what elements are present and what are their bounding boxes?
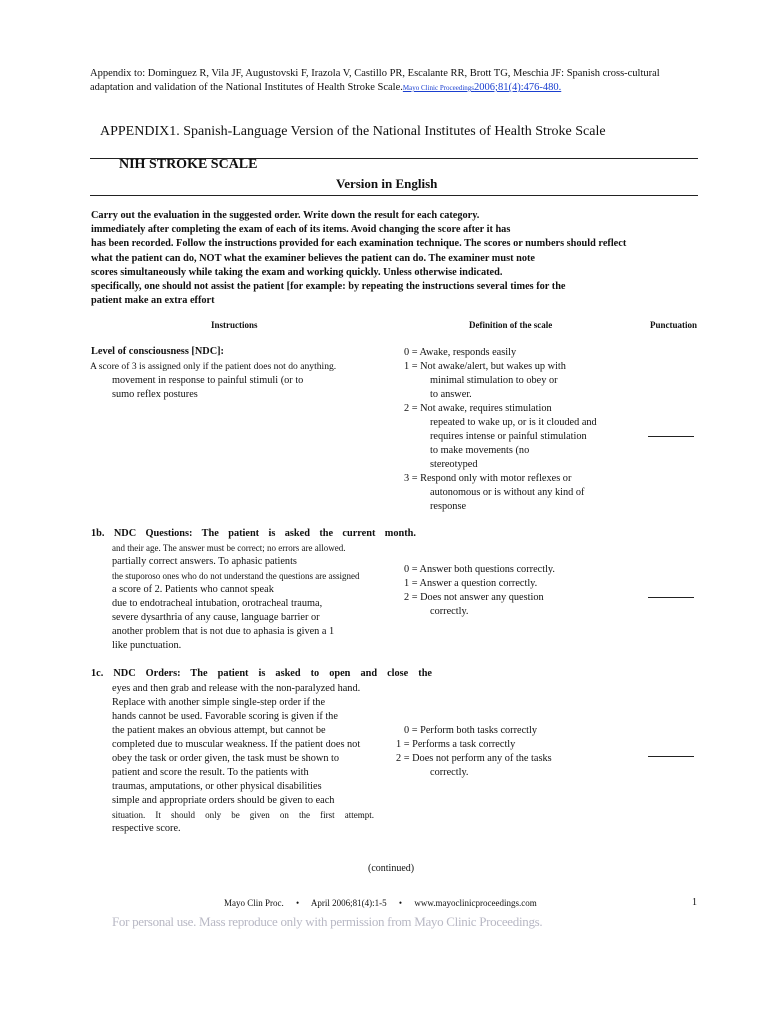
permission-watermark: For personal use. Mass reproduce only with permission from Mayo Clinic Proceedings. — [112, 914, 543, 929]
scale-line: 2 = Does not answer any question — [404, 592, 544, 603]
instruction-line: sumo reflex postures — [112, 389, 198, 400]
continued-note: (continued) — [368, 863, 415, 874]
page-number: 1 — [692, 897, 697, 908]
instruction-line: another problem that is not due to aphasia is given a 1 — [112, 626, 335, 637]
scale-line: minimal stimulation to obey or — [430, 375, 558, 386]
intro-paragraph — [91, 209, 701, 308]
instruction-line: traumas, amputations, or other physical disabilities — [112, 781, 322, 792]
intro-line: patient make an extra effort — [91, 295, 215, 307]
column-header-definition: Definition of the scale — [469, 320, 553, 330]
scale-line: 0 = Perform both tasks correctly — [404, 725, 538, 736]
item-1b-heading: 1b. NDC Questions: The patient is asked the current month. — [91, 528, 416, 539]
item-1c-heading: 1c. NDC Orders: The patient is asked to open and close the — [91, 668, 432, 679]
scale-line: 0 = Awake, responds easily — [404, 347, 517, 358]
scale-line: 1 = Answer a question correctly. — [404, 578, 538, 589]
scale-line: autonomous or is without any kind of — [430, 487, 585, 498]
intro-line: immediately after completing the exam of each of its items. Avoid changing the score after it has — [91, 224, 511, 236]
instruction-line: completed due to muscular weakness. If the patient does not — [112, 739, 361, 750]
footer-journal: Mayo Clin Proc. — [224, 898, 284, 908]
instruction-line: A score of 3 is assigned only if the patient does not do anything. — [90, 361, 337, 372]
instruction-line: due to endotracheal intubation, orotracheal trauma, — [112, 598, 323, 609]
scale-line: stereotyped — [430, 459, 478, 470]
instruction-line: and their age. The answer must be correct; no errors are allowed. — [112, 543, 346, 553]
item-1c-instructions — [90, 682, 374, 836]
instruction-line: hands cannot be used. Favorable scoring is given if the — [112, 711, 338, 722]
item-1a-scale — [404, 346, 597, 514]
footer-bullet: • — [296, 898, 300, 908]
scale-line: 2 = Does not perform any of the tasks — [396, 753, 552, 764]
intro-line: Carry out the evaluation in the suggested order. Write down the result for each category. — [91, 210, 480, 221]
footer-url[interactable]: www.mayoclinicproceedings.com — [414, 898, 537, 908]
instruction-line: the patient makes an obvious attempt, but cannot be — [112, 725, 326, 736]
instruction-line: a score of 2. Patients who cannot speak — [112, 584, 274, 595]
instruction-line: situation. It should only be given on the first attempt. — [112, 810, 374, 820]
scale-line: repeated to wake up, or is it clouded and — [430, 417, 597, 428]
column-header-punctuation: Punctuation — [650, 320, 698, 330]
appendix-citation — [90, 67, 700, 95]
scale-line: 1 = Performs a task correctly — [396, 739, 516, 750]
instruction-line: like punctuation. — [112, 640, 182, 651]
page-footer — [224, 898, 537, 908]
item-1c-scale — [396, 724, 552, 780]
instruction-line: the stuporoso ones who do not understand the questions are assigned — [112, 571, 360, 581]
scale-line: 2 = Not awake, requires stimulation — [404, 403, 552, 414]
column-header-instructions: Instructions — [211, 320, 258, 330]
scale-line: to answer. — [430, 389, 472, 400]
instruction-line: severe dysarthria of any cause, language barrier or — [112, 612, 320, 623]
scale-line: response — [430, 501, 467, 512]
score-blank-1b[interactable] — [648, 597, 694, 598]
instruction-line: eyes and then grab and release with the non-paralyzed hand. — [112, 683, 361, 694]
appendix-title: APPENDIX1. Spanish-Language Version of the National Institutes of Health Stroke Scale — [100, 124, 606, 139]
footer-bullet: • — [398, 898, 403, 908]
item-1a-heading: Level of consciousness [NDC]: — [91, 346, 224, 357]
instruction-line: Replace with another simple single-step order if the — [112, 697, 326, 708]
scale-line: correctly. — [430, 767, 469, 778]
instruction-line: obey the task or order given, the task must be shown to — [112, 753, 340, 764]
item-1b-instructions — [90, 542, 359, 653]
citation-text: Appendix to: Dominguez R, Vila JF, Augustovski F, Irazola V, Castillo PR, Escalante RR, Brott TG, Meschia JF: Spanish cross-cultural adaptation and validation of the National Institutes of Health Stroke Scale. — [90, 68, 660, 93]
intro-line: scores simultaneously while taking the exam and working quickly. Unless otherwise indicated. — [91, 266, 503, 278]
journal-link[interactable]: Mayo Clinic Proceedings2006;81(4):476-480. — [402, 82, 562, 93]
instruction-line: partially correct answers. To aphasic patients — [112, 556, 297, 567]
intro-line: has been recorded. Follow the instructions provided for each examination technique. The scores or numbers should reflect — [91, 238, 627, 250]
instruction-line: patient and score the result. To the patients with — [112, 767, 309, 778]
instruction-line: simple and appropriate orders should be given to each — [112, 795, 335, 806]
score-blank-1c[interactable] — [648, 756, 694, 757]
intro-line: specifically, one should not assist the patient [for example: by repeating the instructions several times for the — [91, 281, 566, 293]
instruction-line: movement in response to painful stimuli (or to — [112, 375, 304, 386]
scale-line: 3 = Respond only with motor reflexes or — [404, 473, 572, 484]
scale-line: to make movements (no — [430, 445, 530, 456]
scale-line: correctly. — [430, 606, 469, 617]
score-blank-1a[interactable] — [648, 436, 694, 437]
item-1b-scale — [404, 563, 555, 619]
nih-stroke-scale-title: NIH STROKE SCALE — [119, 157, 258, 172]
intro-line: what the patient can do, NOT what the examiner believes the patient can do. The examiner must note — [91, 252, 535, 264]
scale-line: 1 = Not awake/alert, but wakes up with — [404, 361, 566, 372]
scale-line: requires intense or painful stimulation — [430, 431, 587, 442]
version-title: Version in English — [336, 176, 438, 191]
footer-date: April 2006;81(4):1-5 — [310, 898, 387, 908]
scale-line: 0 = Answer both questions correctly. — [404, 564, 555, 575]
instruction-line: respective score. — [112, 823, 181, 834]
item-1a-instructions — [90, 360, 336, 402]
bottom-rule — [90, 195, 698, 196]
